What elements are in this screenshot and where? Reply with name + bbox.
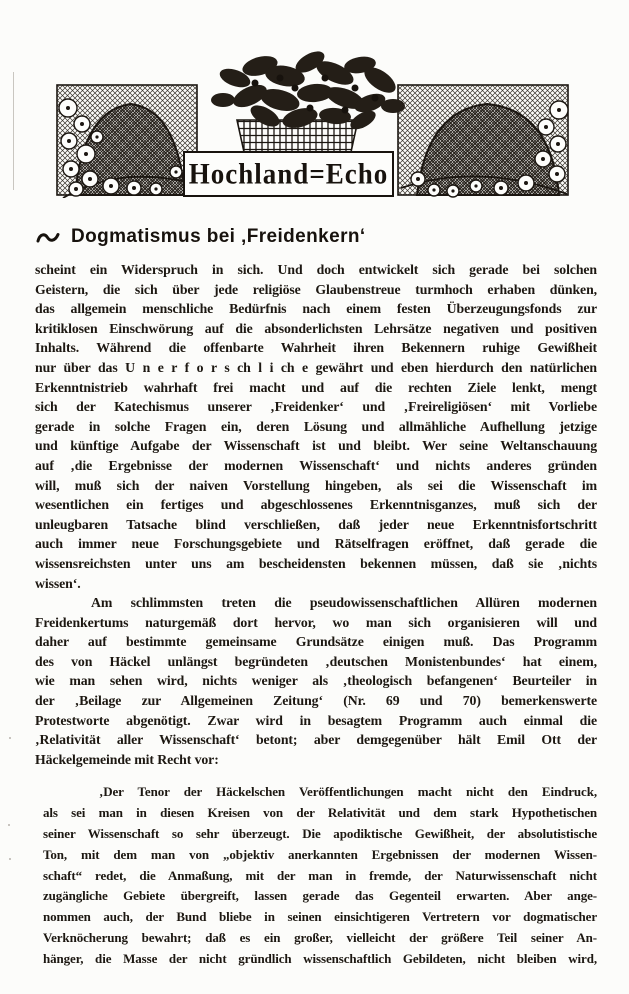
left-flower-panel	[57, 85, 197, 198]
text-line: daher auf bestimmte gemeinsame Grundsätze einigen muß. Das Programm	[35, 634, 597, 650]
text-line: der ‚Beilage zur Allgemeinen Zeitung‘ (Nr. 69 und 70) bemerkenswerte	[35, 693, 597, 709]
text-line: auch immer neue Forschungsgebiete und Rätselfragen eröffnet, daß gerade die	[35, 536, 597, 552]
text-line: auf ‚die Ergebnisse der modernen Wissenschaft‘ und nichts anderes gründen	[35, 457, 597, 473]
text-line: Geistern, die sich über jede religiöse Glaubenstreue turmhoch erhaben dünken,	[35, 281, 597, 297]
scan-gutter-artifact	[13, 72, 14, 190]
text-line: wesentlichen ein fertiges und abgeschlossenes Erkenntnisganzes, muß sich der	[35, 497, 597, 513]
article-body	[35, 260, 597, 970]
text-line: seiner Wissenschaft so sehr überzeugt. Die apodiktische Gewißheit, der absolutistische	[43, 826, 597, 842]
holly-basket-ornament	[211, 48, 405, 152]
masthead-title-box	[183, 151, 394, 197]
text-line: Protestworte abgenötigt. Zwar wird in besagtem Programm auch einmal die	[35, 712, 597, 728]
masthead-title: Hochland=Echo	[188, 157, 389, 190]
text-line: wissensreichsten unter uns am bescheidensten bekennen müssen, daß sie ‚nichts	[35, 555, 597, 571]
paragraph-1	[35, 260, 597, 593]
text-line: Ton, mit dem man von „objektiv anerkannten Ergebnissen der modernen Wissen-	[43, 846, 597, 862]
article-heading-row	[36, 224, 596, 250]
text-line: Inhalts. Während die offenbarte Wahrheit ihren Bekennern ruhige Gewißheit	[35, 340, 597, 356]
text-line: gerade in solche Fragen ein, deren Lösung und allmähliche Aufhellung jetzige	[35, 418, 597, 434]
text-line: als sei man in diesen Kreisen von der Relativität und dem stark Hypothetischen	[43, 805, 597, 821]
text-line: hänger, die Masse der nicht gründlich wissenschaftlich Gebildeten, nicht bleiben wird,	[43, 950, 597, 966]
text-line: Häckelgemeinde mit Recht vor:	[35, 751, 219, 767]
text-line: scheint ein Widerspruch in sich. Und doch entwickelt sich gerade bei solchen	[35, 262, 597, 277]
text-line: Freidenkertums naturgemäß dort hervor, wo man sich organisieren will und	[35, 614, 597, 630]
text-line: ‚Der Tenor der Häckelschen Veröffentlichungen macht nicht den Eindruck,	[99, 784, 597, 800]
article-title: Dogmatismus bei ‚Freidenkern‘	[71, 226, 366, 247]
text-line: schaft“ redet, die Anmaßung, mit der man in fremde, der Naturwissenschaft nicht	[43, 867, 597, 883]
text-line: wie man sehen wird, nichts weniger als ‚theologisch befangenen‘ Beurteiler in	[35, 673, 597, 689]
scan-speck	[8, 824, 10, 826]
text-line: unleugbaren Tatsache blind verschließen, daß jeder neue Erkenntnisfortschritt	[35, 516, 597, 532]
text-line: wissen‘.	[35, 575, 81, 591]
text-line: kritiklosen Einschwörung auf die absonderlichsten Lehrsätze negativen und positiven	[35, 320, 597, 336]
text-line: des von Häckel unlängst begründeten ‚deutschen Monistenbundes‘ hat einem,	[35, 653, 597, 669]
text-line: nommen auch, der Bund bliebe in seinen einsichtigeren Vertretern vor dogmatischer	[43, 909, 597, 925]
text-line: will, muß sich der naiven Vorstellung hingeben, als sei die Wissenschaft im	[35, 477, 597, 493]
right-flower-panel	[398, 85, 568, 197]
quotation-block	[35, 782, 597, 969]
text-line: das allgemein menschliche Bedürfnis nach einem festen Überzeugungsfonds zur	[35, 301, 597, 317]
text-line: nur über das U n e r f o r s ch l i ch e gewährt und eben hierdurch den natürlichen	[35, 359, 597, 375]
text-line: ‚Relativität aller Wissenschaft‘ betont; aber demgegenüber hält Emil Ott der	[35, 732, 597, 748]
scan-speck	[9, 737, 11, 739]
scan-speck	[9, 858, 11, 860]
text-line: und künftige Aufgabe der Wissenschaft ist und bleibt. Wer seine Weltanschauung	[35, 438, 597, 454]
text-line: zugängliche Gebiete übergreift, lassen gerade das Gegenteil erwarten. Aber ange-	[43, 888, 597, 904]
text-line: sich der Katechismus unserer ‚Freidenker‘ und ‚Freireligiösen‘ mit Vorliebe	[35, 399, 597, 415]
paragraph-2	[35, 593, 597, 769]
text-line: Erkenntnistrieb wahrhaft frei macht und auf die rechten Ziele lenkt, mengt	[35, 379, 597, 395]
text-line: Am schlimmsten treten die pseudowissenschaftlichen Allüren modernen	[91, 595, 597, 611]
lazy-s-fleuron-icon	[36, 230, 60, 245]
text-line: Verknöcherung bewahrt; daß es ein großer, vielleicht der größere Teil seiner An-	[43, 930, 597, 946]
